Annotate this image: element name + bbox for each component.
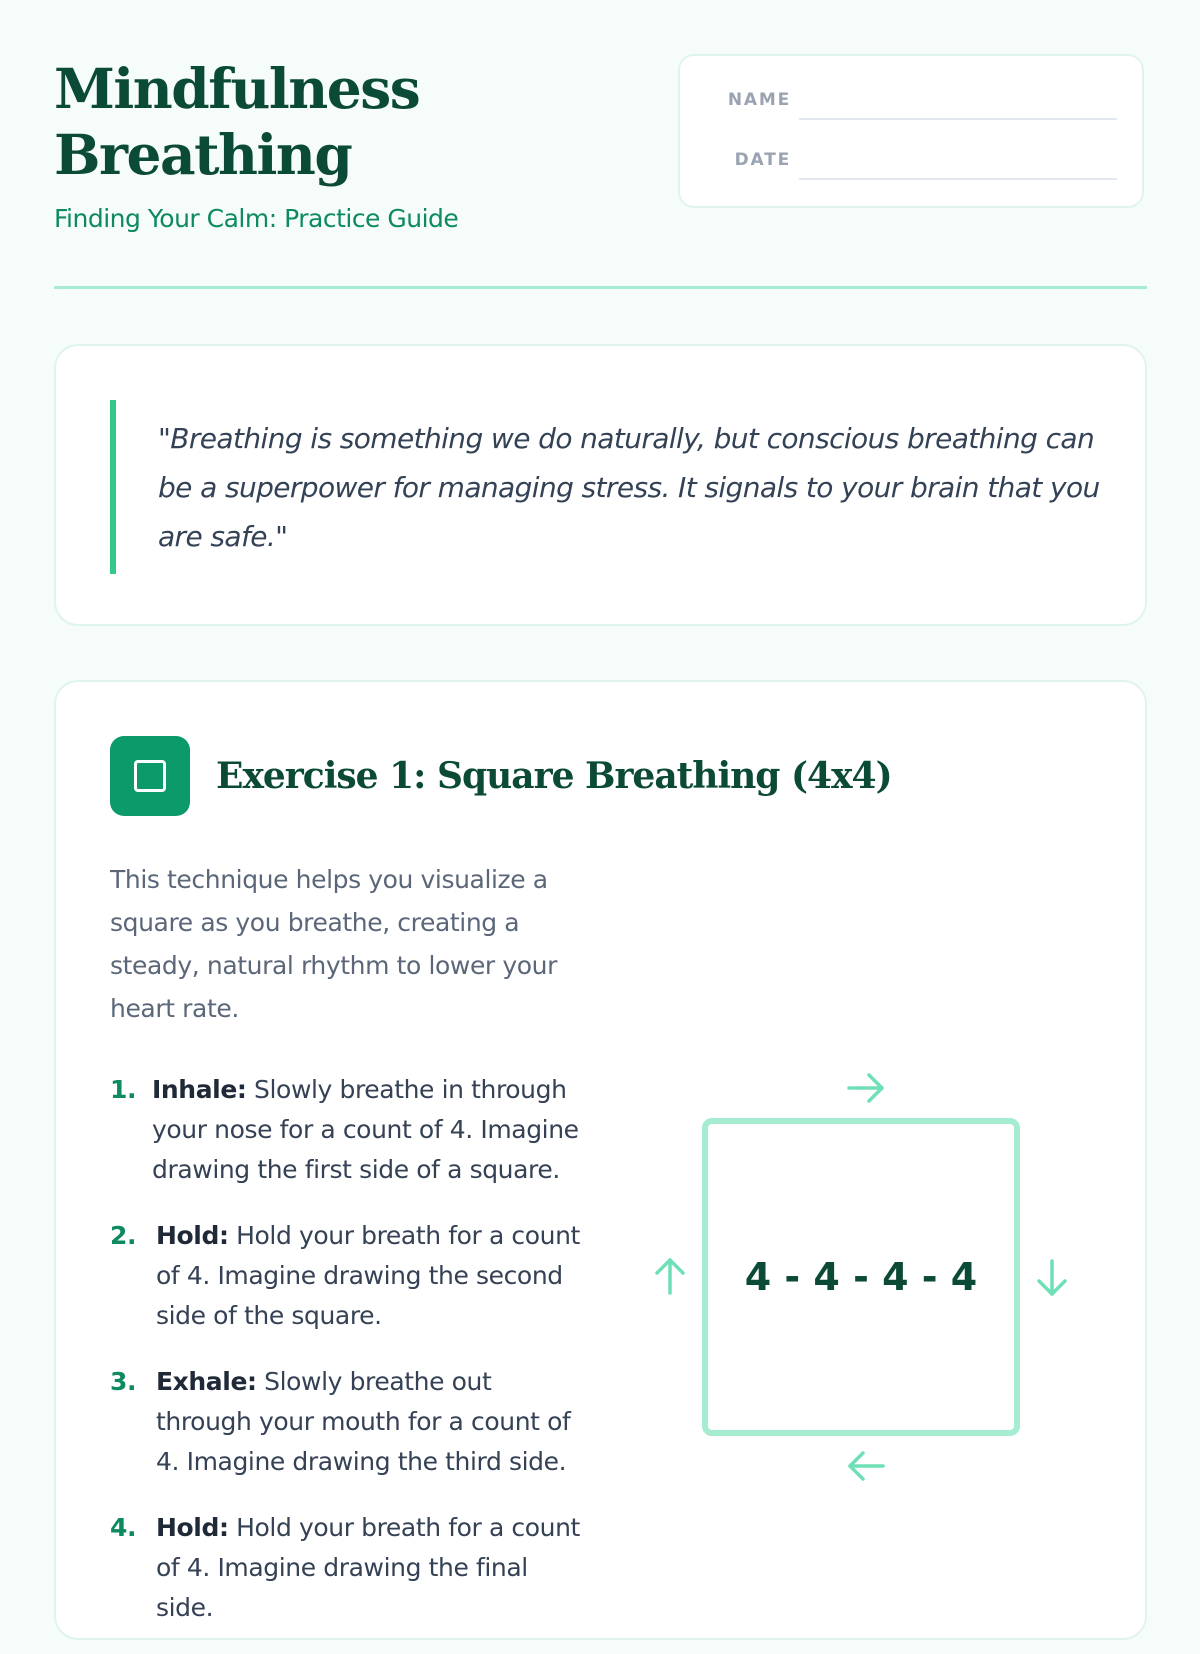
arrow-down-icon bbox=[1030, 1256, 1074, 1300]
worksheet-header bbox=[54, 0, 1147, 290]
step-term: Exhale: bbox=[156, 1367, 257, 1396]
exercise-title: Exercise 1: Square Breathing (4x4) bbox=[216, 755, 892, 797]
header-divider bbox=[54, 286, 1147, 289]
step-exhale bbox=[110, 1362, 580, 1482]
step-text: Slowly breathe in through your nose for a count of 4. Imagine drawing the first side of a square. bbox=[152, 1075, 579, 1184]
exercise-card bbox=[54, 680, 1147, 1640]
name-label: NAME bbox=[727, 90, 791, 110]
step-text: Hold your breath for a count of 4. Imagine drawing the second side of the square. bbox=[156, 1221, 580, 1330]
quote-text: "Breathing is something we do naturally, but conscious breathing can be a superpower for managing stress. It signals to your brain that you are safe." bbox=[158, 422, 1100, 553]
step-number: 2. bbox=[110, 1221, 137, 1250]
step-term: Hold: bbox=[156, 1513, 229, 1542]
square-icon bbox=[110, 736, 190, 816]
quote-card bbox=[54, 344, 1147, 626]
date-field[interactable] bbox=[799, 178, 1117, 180]
step-term: Inhale: bbox=[152, 1075, 247, 1104]
step-number: 1. bbox=[110, 1075, 137, 1104]
arrow-up-icon bbox=[648, 1254, 692, 1298]
worksheet-page bbox=[54, 0, 1147, 1622]
step-number: 4. bbox=[110, 1513, 137, 1542]
page-title: Mindfulness Breathing bbox=[54, 56, 420, 187]
breathing-square bbox=[702, 1118, 1020, 1436]
page-subtitle: Finding Your Calm: Practice Guide bbox=[54, 204, 459, 233]
step-text: Hold your breath for a count of 4. Imagine drawing the final side. bbox=[156, 1513, 580, 1622]
quote-accent-bar bbox=[110, 400, 116, 574]
step-number: 3. bbox=[110, 1367, 137, 1396]
exercise-steps bbox=[110, 1070, 580, 1654]
name-date-card bbox=[678, 54, 1144, 208]
date-row bbox=[680, 142, 1146, 182]
name-field[interactable] bbox=[799, 118, 1117, 120]
square-icon-glyph bbox=[134, 760, 166, 792]
exercise-intro: This technique helps you visualize a square as you breathe, creating a steady, natural rhythm to lower your heart rate. bbox=[110, 865, 557, 1023]
step-text: Slowly breathe out through your mouth for a count of 4. Imagine drawing the third side. bbox=[156, 1367, 571, 1476]
breathing-count: 4 - 4 - 4 - 4 bbox=[744, 1255, 978, 1299]
arrow-left-icon bbox=[844, 1444, 888, 1488]
arrow-right-icon bbox=[844, 1066, 888, 1110]
step-term: Hold: bbox=[156, 1221, 229, 1250]
name-row bbox=[680, 82, 1146, 122]
step-inhale bbox=[110, 1070, 580, 1190]
step-hold bbox=[110, 1216, 580, 1336]
date-label: DATE bbox=[734, 150, 791, 170]
step-hold-final bbox=[110, 1508, 580, 1628]
